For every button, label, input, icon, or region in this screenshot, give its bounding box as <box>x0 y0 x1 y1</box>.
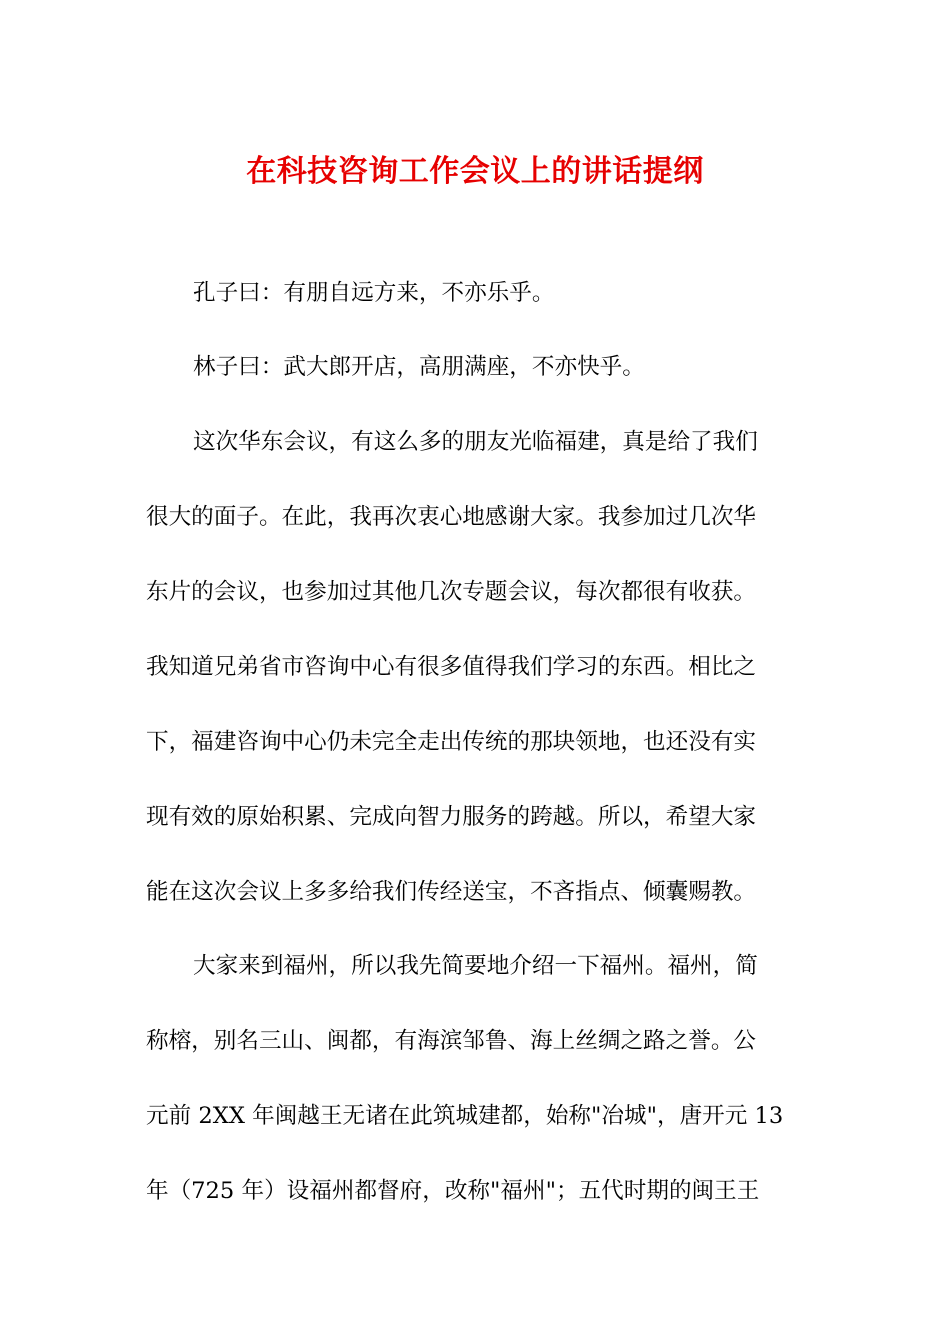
paragraph-line: 能在这次会议上多多给我们传经送宝，不吝指点、倾囊赐教。 <box>146 879 757 905</box>
paragraph-line: 这次华东会议，有这么多的朋友光临福建，真是给了我们 <box>193 429 758 455</box>
paragraph-line: 下，福建咨询中心仍未完全走出传统的那块领地，也还没有实 <box>146 729 757 755</box>
paragraph-line: 年（725 年）设福州都督府，改称"福州"；五代时期的闽王王 <box>146 1178 760 1204</box>
paragraph-line: 孔子曰：有朋自远方来，不亦乐乎。 <box>193 280 555 306</box>
paragraph-line: 东片的会议，也参加过其他几次专题会议，每次都很有收获。 <box>146 579 757 605</box>
paragraph-line: 很大的面子。在此，我再次衷心地感谢大家。我参加过几次华 <box>146 504 757 530</box>
paragraph-line: 现有效的原始积累、完成向智力服务的跨越。所以，希望大家 <box>146 804 757 830</box>
paragraph-line: 元前 2XX 年闽越王无诸在此筑城建都，始称"冶城"，唐开元 13 <box>146 1103 784 1129</box>
document-title: 在科技咨询工作会议上的讲话提纲 <box>246 154 704 189</box>
paragraph-line: 我知道兄弟省市咨询中心有很多值得我们学习的东西。相比之 <box>146 654 757 680</box>
paragraph-line: 称榕，别名三山、闽都，有海滨邹鲁、海上丝绸之路之誉。公 <box>146 1028 757 1054</box>
paragraph-line: 大家来到福州，所以我先简要地介绍一下福州。福州，简 <box>193 953 758 979</box>
paragraph-line: 林子曰：武大郎开店，高朋满座，不亦快乎。 <box>193 354 645 380</box>
